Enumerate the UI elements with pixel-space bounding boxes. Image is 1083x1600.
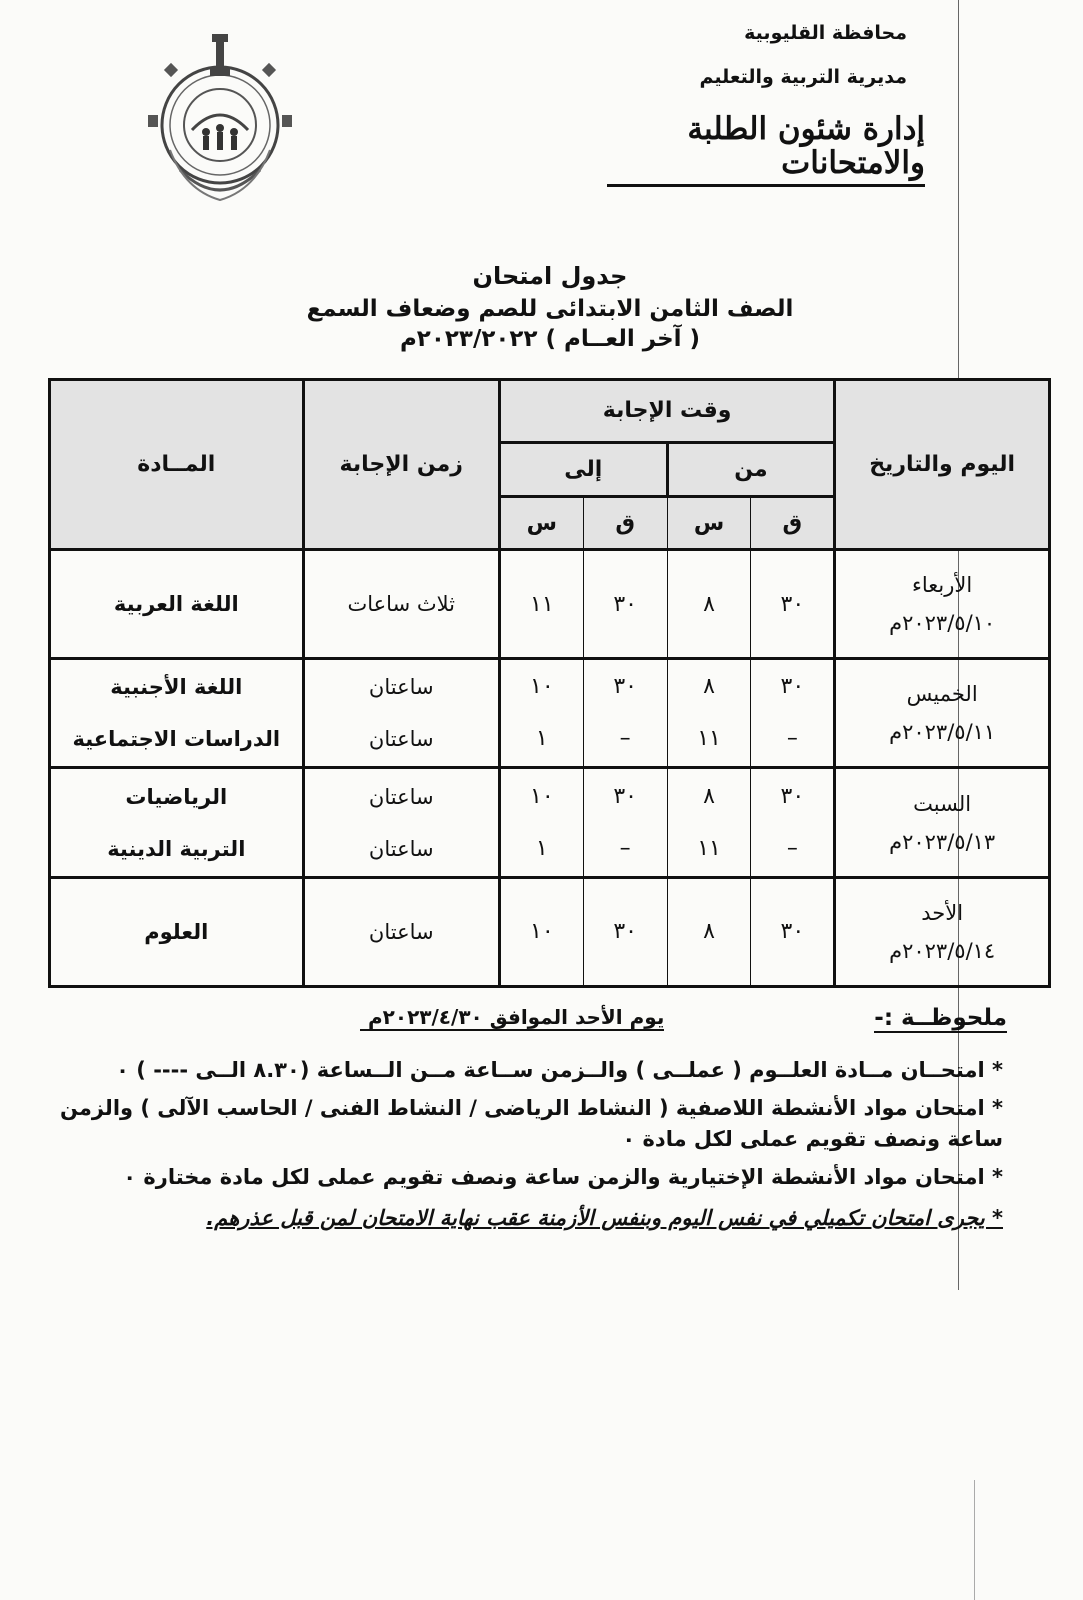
subject: العلوم (50, 877, 304, 986)
header-subject: المــادة (50, 380, 304, 550)
title-line-2: الصف الثامن الابتدائى للصم وضعاف السمع (306, 296, 794, 322)
exam-date: ٢٠٢٣/٥/١٣م (889, 829, 996, 854)
from-minutes: ٣٠ (751, 877, 835, 986)
day-date-cell (835, 659, 1050, 768)
table-row (50, 768, 1050, 877)
title-line-3: ( آخر العــام ) ٢٠٢٣/٢٠٢٢م (399, 326, 701, 352)
from-hours: ٨ (667, 877, 751, 986)
day-date-cell (835, 549, 1050, 658)
duration: ساعتان ساعتان (303, 768, 499, 877)
header-from-hours: س (667, 497, 751, 550)
from-minutes: ٣٠ – (751, 768, 835, 877)
from-minutes: ٣٠ – (751, 659, 835, 768)
exam-date: ٢٠٢٣/٥/١١م (889, 720, 996, 745)
letterhead (607, 22, 925, 187)
to-hours: ١٠ ١ (499, 768, 583, 877)
header-from-minutes: ق (751, 497, 835, 550)
subject: اللغة الأجنبية الدراسات الاجتماعية (50, 659, 304, 768)
exam-date: ٢٠٢٣/٥/١٠م (889, 611, 996, 636)
notes-list (53, 1055, 1003, 1241)
governorate: محافظة القليوبية (744, 22, 907, 44)
table-row (50, 877, 1050, 986)
exam-date: ٢٠٢٣/٥/١٤م (889, 938, 996, 963)
duration: ساعتان ساعتان (303, 659, 499, 768)
header-day-date: اليوم والتاريخ (835, 380, 1050, 550)
day-name: الأحد (921, 900, 964, 925)
header-to-minutes: ق (583, 497, 667, 550)
from-hours: ٨ ١١ (667, 659, 751, 768)
duration: ساعتان (303, 877, 499, 986)
table-row (50, 659, 1050, 768)
note-item: * امتحان مواد الأنشطة اللاصفية ( النشاط الرياضى / النشاط الفنى / الحاسب الآلى ) والزمن ساعة ونصف تقويم عملى لكل مادة ٠ (59, 1096, 1003, 1151)
to-minutes: ٣٠ (583, 877, 667, 986)
to-hours: ١٠ (499, 877, 583, 986)
exam-schedule-table (48, 378, 1051, 988)
margin-line-lower (974, 1480, 975, 1600)
schedule-title (280, 262, 820, 352)
to-minutes: ٣٠ (583, 549, 667, 658)
header-duration: زمن الإجابة (303, 380, 499, 550)
day-name: الأربعاء (912, 573, 973, 598)
note-item: * امتحان مواد الأنشطة الإختيارية والزمن ساعة ونصف تقويم عملى لكل مادة مختارة ٠ (123, 1165, 1003, 1190)
notes-date-line: يوم الأحد الموافق ٢٠٢٣/٤/٣٠م (360, 1005, 664, 1031)
to-hours: ١١ (499, 549, 583, 658)
to-minutes: ٣٠ – (583, 768, 667, 877)
subject: اللغة العربية (50, 549, 304, 658)
day-name: السبت (913, 791, 972, 816)
from-minutes: ٣٠ (751, 549, 835, 658)
header-to: إلى (499, 442, 667, 497)
notes-heading: ملحوظــة :- (874, 1005, 1007, 1031)
title-line-1: جدول امتحان (472, 262, 628, 290)
note-item: * امتحــان مــادة العلــوم ( عملــى ) والــزمن ســاعة مــن الــساعة (٨.٣٠ الــى ---- ) ٠ (116, 1058, 1003, 1082)
header-from: من (667, 442, 835, 497)
day-date-cell (835, 877, 1050, 986)
directorate: مديرية التربية والتعليم (699, 66, 907, 88)
subject: الرياضيات التربية الدينية (50, 768, 304, 877)
to-hours: ١٠ ١ (499, 659, 583, 768)
department: إدارة شئون الطلبة والامتحانات (607, 112, 925, 187)
from-hours: ٨ (667, 549, 751, 658)
header-answer-time: وقت الإجابة (499, 380, 834, 443)
table-row (50, 549, 1050, 658)
note-item-makeup: * يجرى امتحان تكميلي في نفس اليوم وبنفس الأزمنة عقب نهاية الامتحان لمن قبل عذرهم. (206, 1205, 1003, 1230)
header-to-hours: س (499, 497, 583, 550)
day-date-cell (835, 768, 1050, 877)
duration: ثلاث ساعات (303, 549, 499, 658)
to-minutes: ٣٠ – (583, 659, 667, 768)
ministry-seal-icon (140, 20, 300, 210)
from-hours: ٨ ١١ (667, 768, 751, 877)
day-name: الخميس (906, 682, 978, 707)
